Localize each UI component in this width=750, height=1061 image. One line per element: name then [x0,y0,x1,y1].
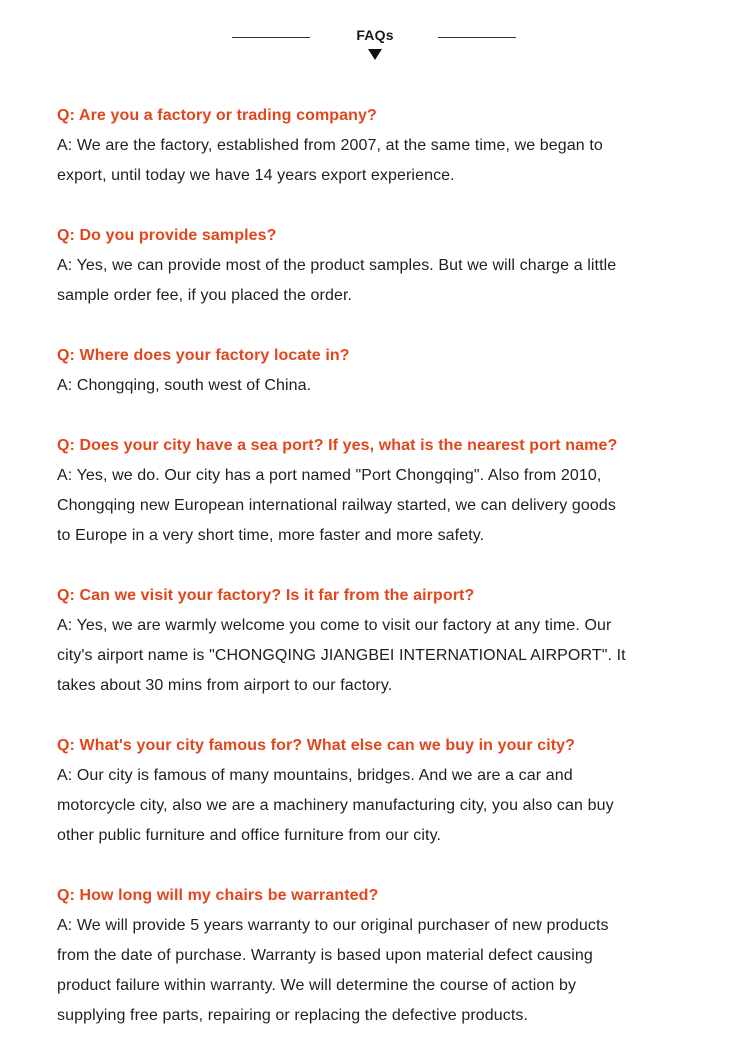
faq-question: Q: What's your city famous for? What else can we buy in your city? [57,737,576,754]
faq-answer-line: city's airport name is "CHONGQING JIANGBEI INTERNATIONAL AIRPORT". It [57,647,626,664]
faq-answer [57,461,737,551]
faq-answer-line: supplying free parts, repairing or replacing the defective products. [57,1007,529,1024]
triangle-down-icon [368,49,382,60]
faq-answer-line: takes about 30 mins from airport to our factory. [57,677,393,694]
faq-answer-line: export, until today we have 14 years export experience. [57,167,455,184]
faq-answer [57,911,737,1031]
faq-answer-line: A: Yes, we are warmly welcome you come to visit our factory at any time. Our [57,617,612,634]
faq-answer [57,371,737,401]
faq-answer-line: A: Yes, we can provide most of the product samples. But we will charge a little [57,257,617,274]
page-title: FAQs [356,27,394,43]
faq-answer-line: to Europe in a very short time, more faster and more safety. [57,527,485,544]
faq-item [57,101,737,191]
faq-answer-line: A: We are the factory, established from 2007, at the same time, we began to [57,137,603,154]
faq-answer-line: from the date of purchase. Warranty is based upon material defect causing [57,947,593,964]
faq-header [0,0,750,70]
faq-item [57,881,737,1031]
faq-answer-line: A: Yes, we do. Our city has a port named "Port Chongqing". Also from 2010, [57,467,602,484]
faq-answer-line: A: We will provide 5 years warranty to our original purchaser of new products [57,917,609,934]
faq-item [57,731,737,851]
faq-answer [57,761,737,851]
faq-answer-line: A: Our city is famous of many mountains, bridges. And we are a car and [57,767,573,784]
faq-item [57,221,737,311]
faq-question: Q: Are you a factory or trading company? [57,107,377,124]
faq-question: Q: Does your city have a sea port? If yes, what is the nearest port name? [57,437,618,454]
faq-answer-line: motorcycle city, also we are a machinery manufacturing city, you also can buy [57,797,614,814]
faq-question: Q: Where does your factory locate in? [57,347,350,364]
faq-question: Q: How long will my chairs be warranted? [57,887,379,904]
header-divider-right [438,37,516,38]
faq-answer [57,251,737,311]
faq-answer [57,611,737,701]
faq-answer-line: A: Chongqing, south west of China. [57,377,312,394]
faq-answer-line: other public furniture and office furniture from our city. [57,827,442,844]
faq-item [57,581,737,701]
faq-question: Q: Can we visit your factory? Is it far from the airport? [57,587,475,604]
faq-answer-line: Chongqing new European international railway started, we can delivery goods [57,497,616,514]
faq-list [57,101,737,1061]
faq-question: Q: Do you provide samples? [57,227,277,244]
faq-answer [57,131,737,191]
faq-answer-line: sample order fee, if you placed the order. [57,287,353,304]
faq-answer-line: product failure within warranty. We will determine the course of action by [57,977,577,994]
faq-item [57,431,737,551]
faq-item [57,341,737,401]
